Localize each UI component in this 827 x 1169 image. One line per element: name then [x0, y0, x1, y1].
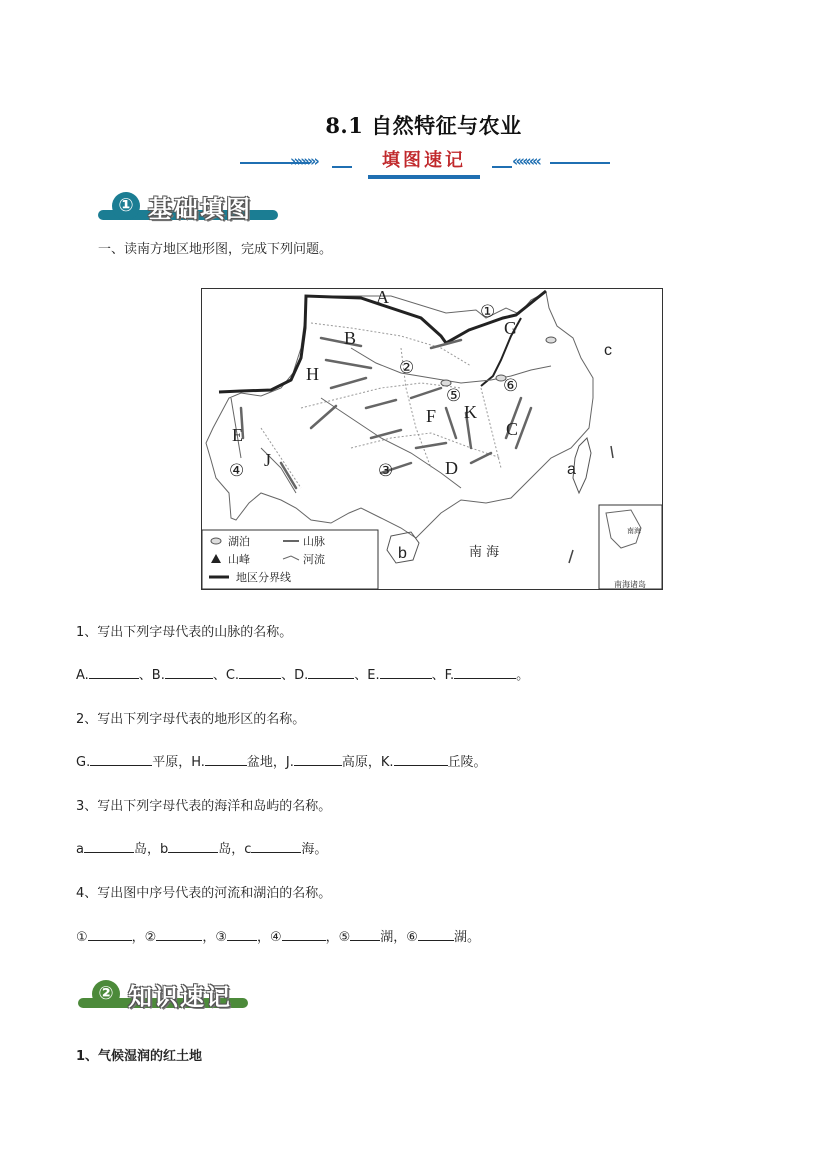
blank-D[interactable] — [308, 666, 354, 679]
map-label-b: b — [398, 545, 407, 562]
section-header-knowledge — [78, 980, 248, 1012]
map-num-5: ⑤ — [446, 386, 462, 406]
banner — [240, 142, 610, 182]
q4-prompt: 4、写出图中序号代表的河流和湖泊的名称。 — [76, 886, 332, 901]
intro-text: 一、读南方地区地形图，完成下列问题。 — [98, 242, 333, 257]
section-label: 知识速记 — [128, 983, 232, 1011]
map-label-a: a — [567, 461, 576, 478]
chevron-left-icon: «««« — [512, 152, 539, 170]
map-label-J: J — [264, 450, 272, 470]
blank-F[interactable] — [454, 666, 516, 679]
q3-answer-line: a 岛，b 岛，c 海。 — [76, 842, 328, 857]
q1-prompt: 1、写出下列字母代表的山脉的名称。 — [76, 625, 293, 640]
blank-K[interactable] — [394, 753, 448, 766]
map-label-C: C — [506, 419, 519, 439]
blank-5[interactable] — [350, 928, 380, 941]
sea-label: 南 海 — [469, 545, 500, 560]
inset-label: 南海诸岛 — [614, 580, 646, 589]
legend-river: 河流 — [303, 553, 325, 566]
banner-label: 填图速记 — [382, 150, 466, 171]
q4-answer-line: ① ，② ，③ ，④ ，⑤ 湖，⑥ 湖。 — [76, 930, 480, 945]
map-label-c: c — [604, 342, 612, 359]
map-num-3: ③ — [378, 461, 394, 481]
blank-4[interactable] — [282, 928, 326, 941]
map-num-2: ② — [399, 358, 415, 378]
map-label-E: E — [232, 425, 243, 445]
section-number: ② — [92, 980, 120, 1008]
blank-a[interactable] — [84, 840, 134, 853]
section-number: ① — [112, 192, 140, 220]
section-label: 基础填图 — [148, 195, 252, 223]
map-label-D: D — [445, 458, 458, 478]
map-label-B: B — [344, 328, 357, 348]
blank-H[interactable] — [205, 753, 247, 766]
blank-6[interactable] — [418, 928, 454, 941]
blank-B[interactable] — [165, 666, 213, 679]
section-header-basic — [98, 192, 278, 224]
blank-A[interactable] — [89, 666, 139, 679]
map-label-G: G — [504, 318, 517, 338]
map-label-K: K — [464, 402, 477, 422]
page-title: 8.1 自然特征与农业 — [325, 113, 522, 138]
blank-J[interactable] — [294, 753, 342, 766]
blank-E[interactable] — [380, 666, 432, 679]
map-label-F: F — [426, 406, 437, 426]
q3-prompt: 3、写出下列字母代表的海洋和岛屿的名称。 — [76, 799, 332, 814]
blank-c[interactable] — [251, 840, 301, 853]
q1-answer-line: A. 、B. 、C. 、D. 、E. 、F. 。 — [76, 668, 530, 683]
map-num-1: ① — [480, 302, 496, 322]
blank-3[interactable] — [227, 928, 257, 941]
blank-G[interactable] — [90, 753, 152, 766]
map-label-A: A — [376, 288, 389, 307]
chevron-right-icon: »»»» — [290, 152, 317, 170]
inset-sea-label: 南海 — [627, 528, 641, 535]
legend-lake: 湖泊 — [228, 535, 250, 548]
map-label-H: H — [306, 364, 319, 384]
legend-boundary: 地区分界线 — [236, 571, 291, 584]
legend-peak: 山峰 — [228, 553, 250, 566]
blank-2[interactable] — [156, 928, 202, 941]
terrain-map — [201, 288, 663, 590]
blank-C[interactable] — [239, 666, 281, 679]
legend-mountain: 山脉 — [303, 535, 325, 548]
map-num-4: ④ — [229, 461, 245, 481]
blank-1[interactable] — [88, 928, 132, 941]
map-num-6: ⑥ — [503, 376, 519, 396]
q2-prompt: 2、写出下列字母代表的地形区的名称。 — [76, 712, 306, 727]
q2-answer-line: G. 平原，H. 盆地，J. 高原，K. 丘陵。 — [76, 755, 487, 770]
blank-b[interactable] — [168, 840, 218, 853]
heading-red-soil: 1、气候湿润的红土地 — [76, 1049, 203, 1064]
